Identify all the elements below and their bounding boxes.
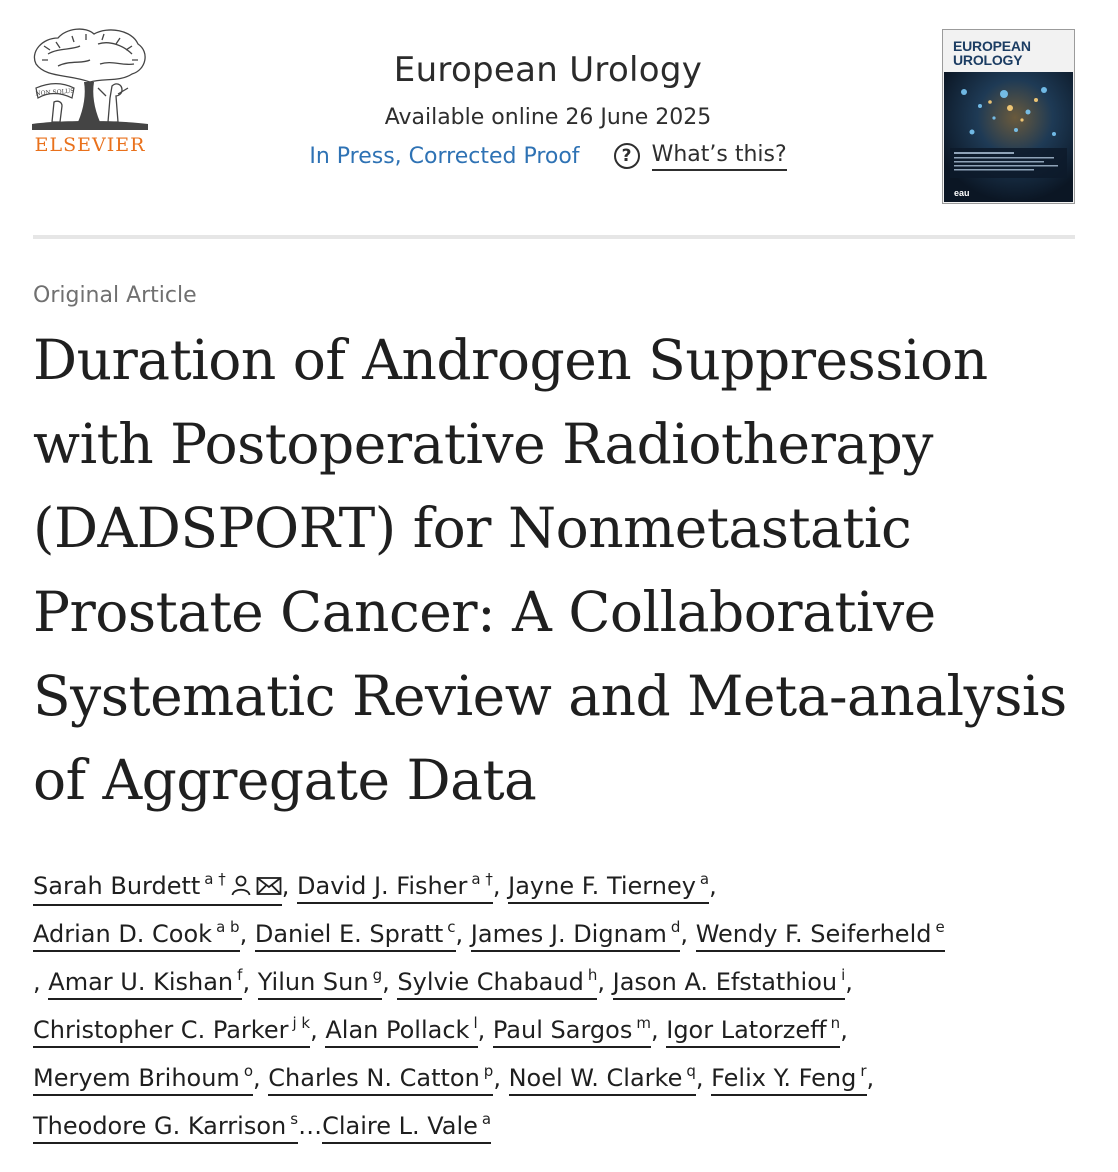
author-name: Sylvie Chabaud bbox=[397, 968, 584, 996]
author-link[interactable] bbox=[613, 967, 846, 1000]
author-affil: e bbox=[935, 918, 945, 936]
author-affil: a bbox=[699, 870, 710, 888]
cover-title bbox=[953, 39, 1031, 67]
whats-this-button[interactable] bbox=[614, 142, 787, 171]
tree-logo-icon bbox=[28, 24, 152, 132]
separator: , bbox=[709, 872, 717, 900]
author-affil: h bbox=[587, 966, 598, 984]
cover-footer: eau bbox=[954, 188, 970, 198]
author-name: Noel W. Clarke bbox=[508, 1064, 683, 1092]
cover-title-line1: EUROPEAN bbox=[953, 38, 1031, 54]
online-date: Available online 26 June 2025 bbox=[384, 104, 712, 130]
journal-title[interactable]: European Urology bbox=[393, 50, 703, 90]
author-name: Amar U. Kishan bbox=[48, 968, 234, 996]
separator: , bbox=[242, 968, 251, 996]
separator: , bbox=[477, 1016, 486, 1044]
author-affil: a † bbox=[471, 870, 493, 888]
author-link[interactable] bbox=[48, 967, 242, 1000]
author-affil: g bbox=[372, 966, 383, 984]
author-affil: f bbox=[237, 966, 243, 984]
author-line bbox=[33, 1102, 1083, 1150]
author-link[interactable] bbox=[325, 1015, 477, 1048]
author-link[interactable] bbox=[268, 1063, 493, 1096]
author-name: Jason A. Efstathiou bbox=[612, 968, 838, 996]
author-affil: s bbox=[290, 1110, 299, 1128]
publisher-logo[interactable] bbox=[28, 24, 152, 164]
author-link[interactable] bbox=[471, 919, 681, 952]
article-type: Original Article bbox=[33, 283, 197, 308]
whats-this-label: What’s this? bbox=[652, 142, 787, 171]
author-name: James J. Dignam bbox=[470, 920, 667, 948]
author-name: Christopher C. Parker bbox=[33, 1016, 289, 1044]
author-name: Felix Y. Feng bbox=[711, 1064, 857, 1092]
question-circle-icon: ? bbox=[614, 143, 640, 169]
author-link[interactable] bbox=[508, 871, 709, 904]
author-affil: a bbox=[481, 1110, 492, 1128]
publisher-name: ELSEVIER bbox=[34, 134, 146, 156]
journal-info bbox=[250, 50, 846, 171]
cover-image bbox=[944, 72, 1073, 202]
author-name: Alan Pollack bbox=[325, 1016, 470, 1044]
journal-cover[interactable] bbox=[942, 29, 1075, 204]
author-line bbox=[33, 958, 1083, 1006]
author-link[interactable] bbox=[255, 919, 456, 952]
author-link[interactable] bbox=[33, 1063, 253, 1096]
author-name: Sarah Burdett bbox=[33, 872, 201, 900]
separator: , bbox=[680, 920, 689, 948]
author-affil: a † bbox=[204, 870, 226, 888]
author-affil: r bbox=[860, 1062, 867, 1080]
author-line bbox=[33, 862, 1083, 910]
author-name: Daniel E. Spratt bbox=[254, 920, 444, 948]
status-row bbox=[250, 142, 846, 171]
article-header bbox=[0, 0, 1118, 240]
author-affil: l bbox=[473, 1014, 478, 1032]
author-link[interactable] bbox=[297, 871, 493, 904]
author-name: Igor Latorzeff bbox=[666, 1016, 827, 1044]
author-affil: a b bbox=[216, 918, 240, 936]
separator: , bbox=[382, 968, 390, 996]
author-affil: n bbox=[830, 1014, 841, 1032]
author-ellipsis[interactable]: … bbox=[298, 1112, 323, 1140]
author-name: Jayne F. Tierney bbox=[508, 872, 696, 900]
author-link[interactable] bbox=[493, 1015, 651, 1048]
separator: , bbox=[492, 872, 501, 900]
separator: , bbox=[281, 872, 290, 900]
author-line bbox=[33, 1054, 1083, 1102]
author-link[interactable] bbox=[258, 967, 382, 1000]
author-name: Charles N. Catton bbox=[268, 1064, 480, 1092]
author-link[interactable] bbox=[322, 1111, 491, 1144]
separator: , bbox=[866, 1064, 875, 1092]
author-line bbox=[33, 1006, 1083, 1054]
envelope-icon bbox=[256, 873, 282, 903]
author-name: Wendy F. Seiferheld bbox=[695, 920, 932, 948]
author-link[interactable] bbox=[33, 919, 240, 952]
author-link[interactable] bbox=[509, 1063, 696, 1096]
separator: , bbox=[455, 920, 464, 948]
author-name: Claire L. Vale bbox=[322, 1112, 478, 1140]
person-icon bbox=[230, 873, 252, 903]
author-link[interactable] bbox=[33, 1015, 310, 1048]
author-name: Yilun Sun bbox=[257, 968, 369, 996]
author-link[interactable] bbox=[696, 919, 945, 952]
in-press-link[interactable]: In Press, Corrected Proof bbox=[309, 143, 580, 169]
author-link[interactable] bbox=[666, 1015, 840, 1048]
cover-title-line2: UROLOGY bbox=[953, 52, 1023, 68]
author-line bbox=[33, 910, 1083, 958]
author-affil: j k bbox=[292, 1014, 311, 1032]
article-title: Duration of Androgen Suppression with Postoperative Radiotherapy (DADSPORT) for Nonmetastatic Prostate Cancer: A Collaborative Systematic Review and Meta-analysis of Aggregate Data bbox=[33, 328, 1067, 812]
author-affil: c bbox=[447, 918, 456, 936]
separator: , bbox=[33, 968, 41, 996]
separator: , bbox=[493, 1064, 501, 1092]
separator: , bbox=[650, 1016, 659, 1044]
header-divider bbox=[33, 235, 1075, 239]
logo-motto: NON SOLUS bbox=[35, 87, 75, 98]
author-affil: m bbox=[636, 1014, 651, 1032]
separator: , bbox=[253, 1064, 261, 1092]
author-affil: q bbox=[686, 1062, 696, 1080]
author-affil: o bbox=[243, 1062, 253, 1080]
separator: , bbox=[597, 968, 605, 996]
author-name: Meryem Brihoum bbox=[33, 1064, 240, 1092]
author-affil: p bbox=[483, 1062, 494, 1080]
author-link[interactable] bbox=[397, 967, 597, 1000]
separator: , bbox=[239, 920, 248, 948]
author-affil: i bbox=[841, 966, 846, 984]
author-affil: d bbox=[670, 918, 681, 936]
separator: , bbox=[840, 1016, 848, 1044]
author-link[interactable] bbox=[711, 1063, 866, 1096]
separator: , bbox=[310, 1016, 318, 1044]
author-link[interactable] bbox=[33, 1111, 298, 1144]
author-name: Adrian D. Cook bbox=[33, 920, 213, 948]
separator: , bbox=[845, 968, 853, 996]
author-name: Paul Sargos bbox=[492, 1016, 633, 1044]
author-list bbox=[33, 862, 1083, 1150]
separator: , bbox=[695, 1064, 704, 1092]
author-link[interactable] bbox=[33, 871, 282, 906]
author-name: David J. Fisher bbox=[297, 872, 468, 900]
author-name: Theodore G. Karrison bbox=[33, 1112, 287, 1140]
